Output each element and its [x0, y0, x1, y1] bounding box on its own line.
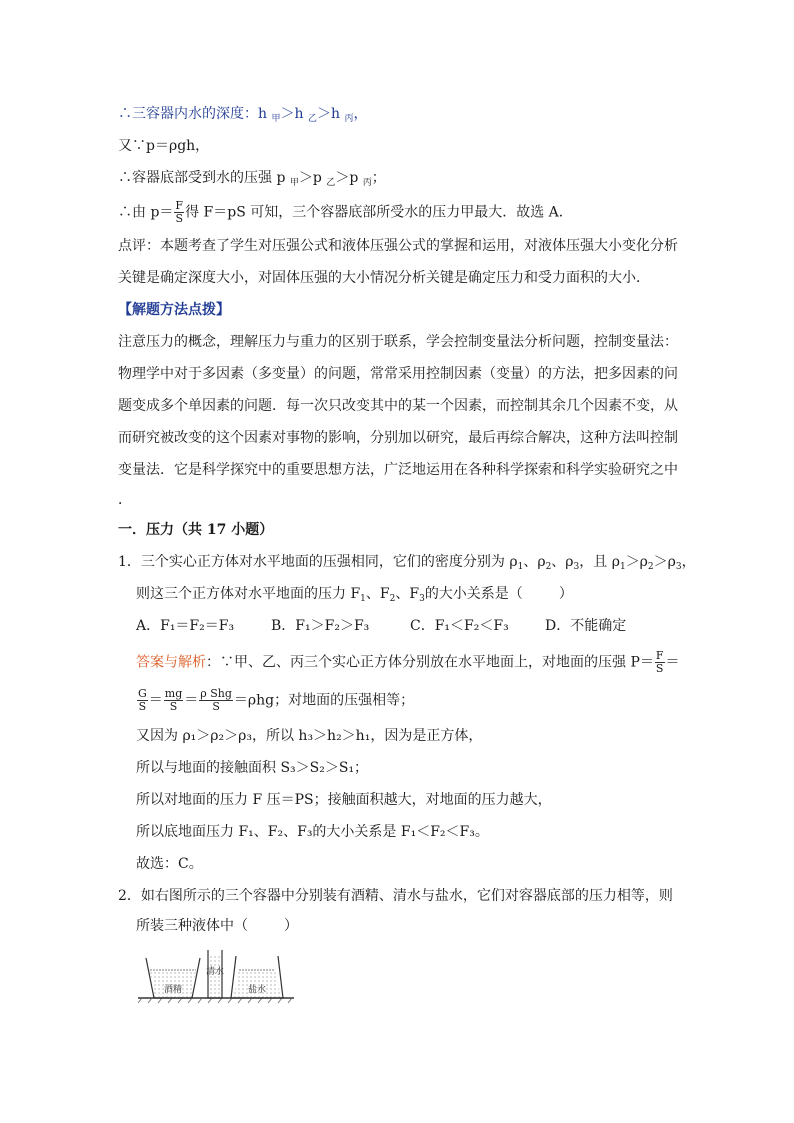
q1-option-c: C．F₁＜F₂＜F₃ [410, 618, 509, 634]
method-line: ． [118, 492, 132, 508]
q1-answer-line-1: 答案与解析：∵甲、乙、丙三个实心正方体分别放在水平地面上，对地面的压强 P＝ $\frac{F}{S}$ ＝ [136, 649, 680, 675]
method-line: 物理学中对于多因素（多变量）的问题，常常采用控制因素（变量）的方法，把多因素的问 [118, 366, 678, 382]
q1-answer-line-7: 故选：C。 [136, 856, 203, 872]
fraction-rho-shg-over-s: $\frac{\text{ρ Shg}}{S}$ [200, 687, 232, 713]
solution-line-conclusion: ∴由 p＝ $\frac{F}{S}$ 得 F＝pS 可知，三个容器底部所受水的压力甲最大．故选 A． [118, 199, 573, 225]
solution-line-depth: ∴三容器内水的深度：h $_甲$＞h $_乙$＞h $_丙$， [118, 106, 368, 124]
q1-stem-line-1: 1．三个实心正方体对水平地面的压强相同，它们的密度分别为 $\rho_1$、$\rho_2$、$\rho_3$，且 $\rho_1>\rho_2>\rho_3$， [118, 554, 696, 572]
q1-answer-line-2: $\frac{G}{S}$ ＝ $\frac{mg}{S}$ ＝ $\frac{\text{ρ Shg}}{S}$ ＝ρhg；对地面的压强相等； [138, 687, 415, 713]
method-line: 而研究被改变的这个因素对事物的影响，分别加以研究，最后再综合解决，这种方法叫控制 [118, 430, 678, 446]
q1-answer-line-6: 所以底地面压力 F₁、F₂、F₃的大小关系是 F₁＜F₂＜F₃。 [136, 824, 489, 840]
q1-option-b: B．F₁＞F₂＞F₃ [271, 618, 370, 634]
q1-answer-line-5: 所以对地面的压力 F 压＝PS；接触面积越大，对地面的压力越大， [136, 792, 552, 808]
solution-line-formula: 又∵p＝ρgh， [118, 138, 210, 154]
method-line: 变量法．它是科学探究中的重要思想方法，广泛地运用在各种科学探索和科学实验研究之中 [118, 462, 678, 478]
fraction-g-over-s: $\frac{G}{S}$ [138, 687, 147, 713]
method-heading: 【解题方法点拨】 [118, 302, 230, 318]
q1-stem-line-2: 则这三个正方体对水平地面的压力 $F_1$、$F_2$、$F_3$的大小关系是（ ） [136, 586, 573, 604]
fraction-f-over-s: $\frac{F}{S}$ [175, 199, 184, 225]
q2-stem-line-1: 2．如右图所示的三个容器中分别装有酒精、清水与盐水，它们对容器底部的压力相等，则 [118, 888, 673, 904]
container-label-top: 清水 [205, 967, 225, 977]
q1-option-d: D．不能确定 [545, 618, 627, 634]
containers-diagram [138, 948, 298, 1006]
comment-line-1: 点评：本题考查了学生对压强公式和液体压强公式的掌握和运用，对液体压强大小变化分析 [118, 238, 678, 254]
container-label: 盐水 [247, 985, 267, 995]
container-label: 酒精 [163, 985, 183, 995]
comment-line-2: 关键是确定深度大小，对固体压强的大小情况分析关键是确定压力和受力面积的大小． [118, 270, 650, 286]
fraction-f-over-s: $\frac{F}{S}$ [655, 649, 664, 675]
section-title: 一．压力（共 17 小题） [118, 522, 274, 538]
solution-line-pressure: ∴容器底部受到水的压强 p $_甲$＞p $_乙$＞p $_丙$； [118, 170, 386, 188]
method-line: 题变成多个单因素的问题．每一次只改变其中的某一个因素，而控制其余几个因素不变，从 [118, 398, 678, 414]
q1-option-a: A．F₁＝F₂＝F₃ [136, 618, 235, 634]
q1-answer-line-3: 又因为 ρ₁＞ρ₂＞ρ₃，所以 h₃＞h₂＞h₁，因为是正方体， [136, 728, 483, 744]
q2-stem-line-2: 所装三种液体中（ ） [136, 918, 298, 934]
method-line: 注意压力的概念，理解压力与重力的区别于联系，学会控制变量法分析问题，控制变量法： [118, 334, 678, 350]
fraction-mg-over-s: $\frac{mg}{S}$ [164, 687, 183, 713]
answer-label: 答案与解析 [136, 654, 206, 671]
q1-answer-line-4: 所以与地面的接触面积 S₃＞S₂＞S₁； [136, 760, 369, 776]
